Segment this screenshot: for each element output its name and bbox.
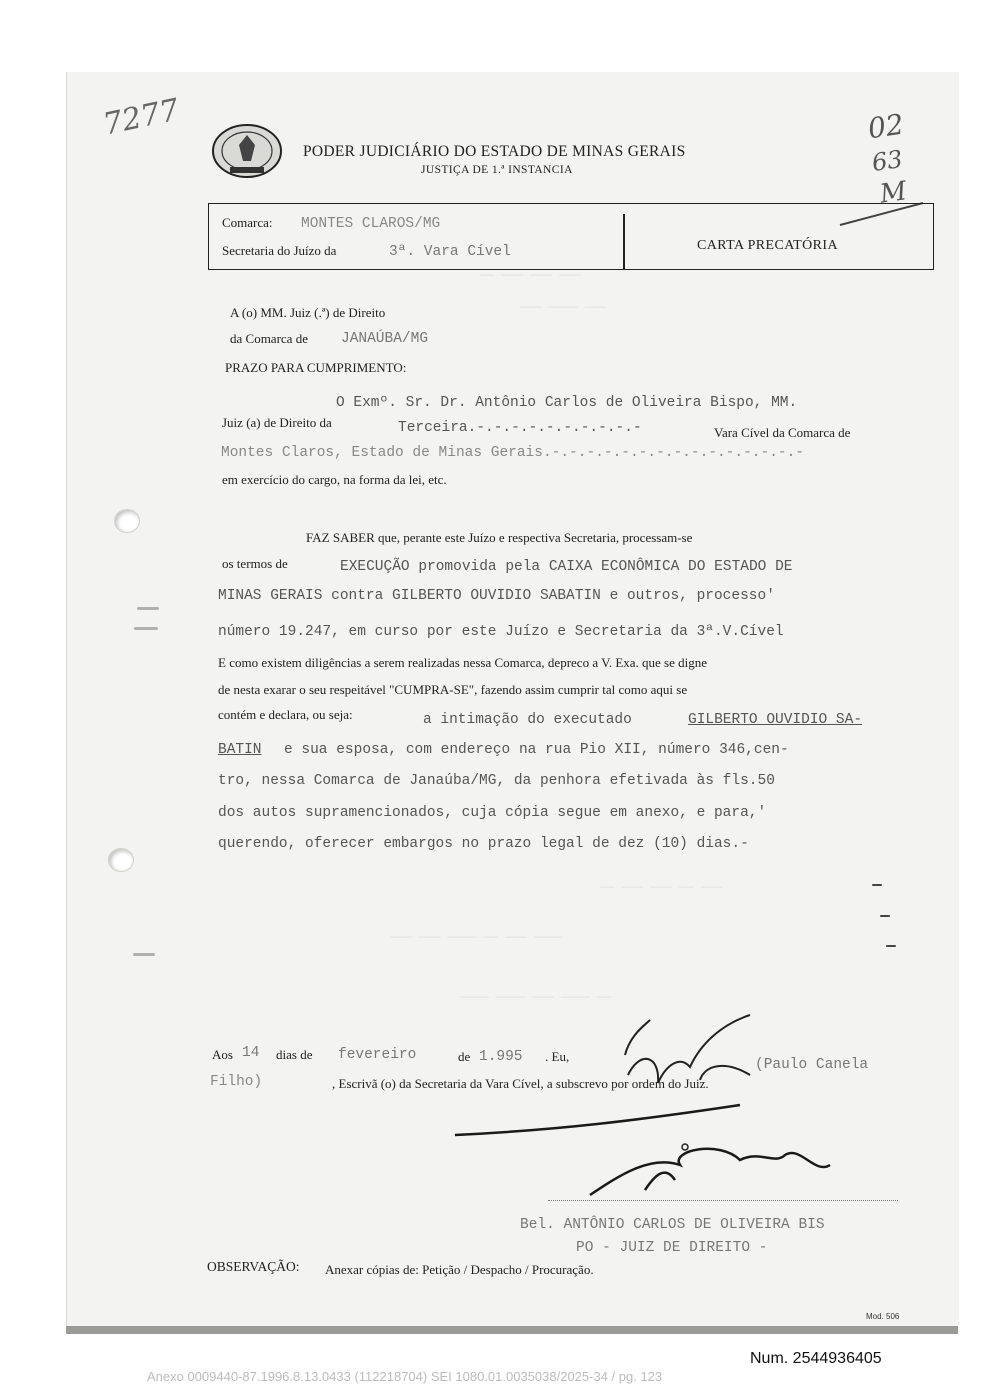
body-line-7-a: a intimação do executado bbox=[423, 712, 632, 728]
termos-value: EXECUÇÃO promovida pela CAIXA ECONÔMICA DO ESTADO DE bbox=[340, 559, 793, 575]
closing-month: fevereiro bbox=[338, 1047, 417, 1063]
executado-name: GILBERTO OUVIDIO SA- bbox=[688, 712, 863, 728]
closing-day: 14 bbox=[242, 1045, 260, 1061]
body-line-7-label: contém e declara, ou seja: bbox=[218, 707, 353, 722]
de-label: de bbox=[458, 1049, 471, 1064]
handwritten-note: 02 bbox=[865, 107, 906, 146]
comarca-destino-value: JANAÚBA/MG bbox=[341, 331, 429, 347]
comarca-destino-label: da Comarca de bbox=[230, 331, 308, 346]
escriva-name-b: Filho) bbox=[210, 1074, 263, 1090]
vara-civel-label: Vara Cível da Comarca de bbox=[714, 425, 851, 440]
body-line-11: querendo, oferecer embargos no prazo legal de dez (10) dias.- bbox=[218, 836, 749, 852]
eu-label: . Eu, bbox=[545, 1049, 570, 1064]
header-box-divider bbox=[623, 214, 625, 269]
filler-dash bbox=[880, 915, 890, 917]
body-line-5: E como existem diligências a serem realizadas nessa Comarca, depreco a V. Exa. que se digne bbox=[218, 655, 708, 670]
body-line-6: de nesta exarar o seu respeitável "CUMPRA-SE", fazendo assim cumprir tal como aqui se bbox=[218, 682, 688, 697]
closing-year: 1.995 bbox=[479, 1049, 523, 1065]
bleed-through-text: ——— ———— ——— bbox=[520, 300, 607, 314]
margin-mark bbox=[133, 953, 155, 956]
handwritten-note: M bbox=[878, 176, 909, 210]
handwritten-number: 7277 bbox=[100, 92, 183, 143]
margin-mark bbox=[134, 627, 158, 630]
dias-de-label: dias de bbox=[276, 1047, 313, 1062]
comarca-value: MONTES CLAROS/MG bbox=[301, 216, 441, 232]
body-line-9: tro, nessa Comarca de Janaúba/MG, da penhora efetivada às fls.50 bbox=[218, 773, 775, 789]
bleed-through-text: ——— ——— ———— —— ——— ———— bbox=[390, 930, 563, 944]
signature-line bbox=[548, 1200, 898, 1201]
body-line-8: e sua esposa, com endereço na rua Pio XII, número 346,cen- bbox=[284, 742, 789, 758]
handwritten-note: 63 bbox=[870, 145, 905, 177]
observacao-label: OBSERVAÇÃO: bbox=[207, 1259, 300, 1274]
body-line-4: número 19.247, em curso por este Juízo e Secretaria da 3ª.V.Cível bbox=[218, 624, 784, 640]
document-type: CARTA PRECATÓRIA bbox=[697, 238, 838, 253]
court-subtitle: JUSTIÇA DE 1.ª INSTANCIA bbox=[421, 164, 573, 176]
bleed-through-text: ———— ———— ——— ———— —— bbox=[460, 990, 612, 1004]
margin-mark bbox=[137, 607, 159, 610]
body-line-10: dos autos supramencionados, cuja cópia segue em anexo, e para,' bbox=[218, 805, 767, 821]
page-bottom-edge bbox=[66, 1326, 958, 1334]
exercicio-line: em exercício do cargo, na forma da lei, etc. bbox=[222, 472, 447, 487]
executado-name-cont: BATIN bbox=[218, 742, 262, 758]
document-number: Num. 2544936405 bbox=[750, 1350, 882, 1367]
aos-label: Aos bbox=[212, 1047, 233, 1062]
body-line-3: MINAS GERAIS contra GILBERTO OUVIDIO SABATIN e outros, processo' bbox=[218, 588, 775, 604]
judge-name-line-1: Bel. ANTÔNIO CARLOS DE OLIVEIRA BIS bbox=[520, 1217, 825, 1233]
header-box bbox=[208, 203, 934, 270]
clerk-signature bbox=[600, 1005, 770, 1100]
termos-label: os termos de bbox=[222, 556, 288, 571]
state-seal-emblem bbox=[210, 123, 284, 181]
form-code: Mod. 506 bbox=[866, 1312, 900, 1321]
punch-hole-top bbox=[114, 509, 140, 533]
vara-ordinal: Terceira.-.-.-.-.-.-.-.-.-.- bbox=[398, 420, 642, 436]
escriva-line: , Escrivã (o) da Secretaria da Vara Cível, a subscrevo por ordem do Juiz. bbox=[332, 1076, 709, 1091]
intro-line-1: O Exmº. Sr. Dr. Antônio Carlos de Oliveira Bispo, MM. bbox=[336, 395, 798, 411]
judge-name-line-2: PO - JUIZ DE DIREITO - bbox=[576, 1240, 768, 1256]
comarca-label: Comarca: bbox=[222, 215, 273, 230]
comarca-origem: Montes Claros, Estado de Minas Gerais.-.-.-.-.-.-.-.-.-.-.-.-.-.-.- bbox=[221, 445, 804, 461]
addressee-line: A (o) MM. Juiz (.ª) de Direito bbox=[230, 305, 386, 320]
faz-saber-line: FAZ SABER que, perante este Juízo e respectiva Secretaria, processam-se bbox=[306, 530, 693, 545]
secretaria-value: 3ª. Vara Cível bbox=[389, 244, 511, 260]
judge-signature bbox=[440, 1095, 840, 1210]
juiz-direito-label: Juiz (a) de Direito da bbox=[222, 415, 332, 430]
prazo-label: PRAZO PARA CUMPRIMENTO: bbox=[225, 360, 407, 375]
footer-reference: Anexo 0009440-87.1996.8.13.0433 (112218704) SEI 1080.01.0035038/2025-34 / pg. 123 bbox=[147, 1369, 663, 1384]
punch-hole-bottom bbox=[108, 848, 134, 872]
filler-dash bbox=[886, 945, 896, 947]
secretaria-label: Secretaria do Juízo da bbox=[222, 243, 337, 258]
court-title: PODER JUDICIÁRIO DO ESTADO DE MINAS GERAIS bbox=[303, 143, 686, 160]
observacao-text: Anexar cópias de: Petição / Despacho / Procuração. bbox=[325, 1262, 594, 1277]
bleed-through-text: —— ——— ——— ——— bbox=[480, 268, 581, 282]
filler-dash bbox=[872, 884, 882, 886]
bleed-through-text: —— ——— ——— —— ——— bbox=[600, 880, 723, 894]
escriva-name-a: (Paulo Canela bbox=[755, 1057, 869, 1073]
